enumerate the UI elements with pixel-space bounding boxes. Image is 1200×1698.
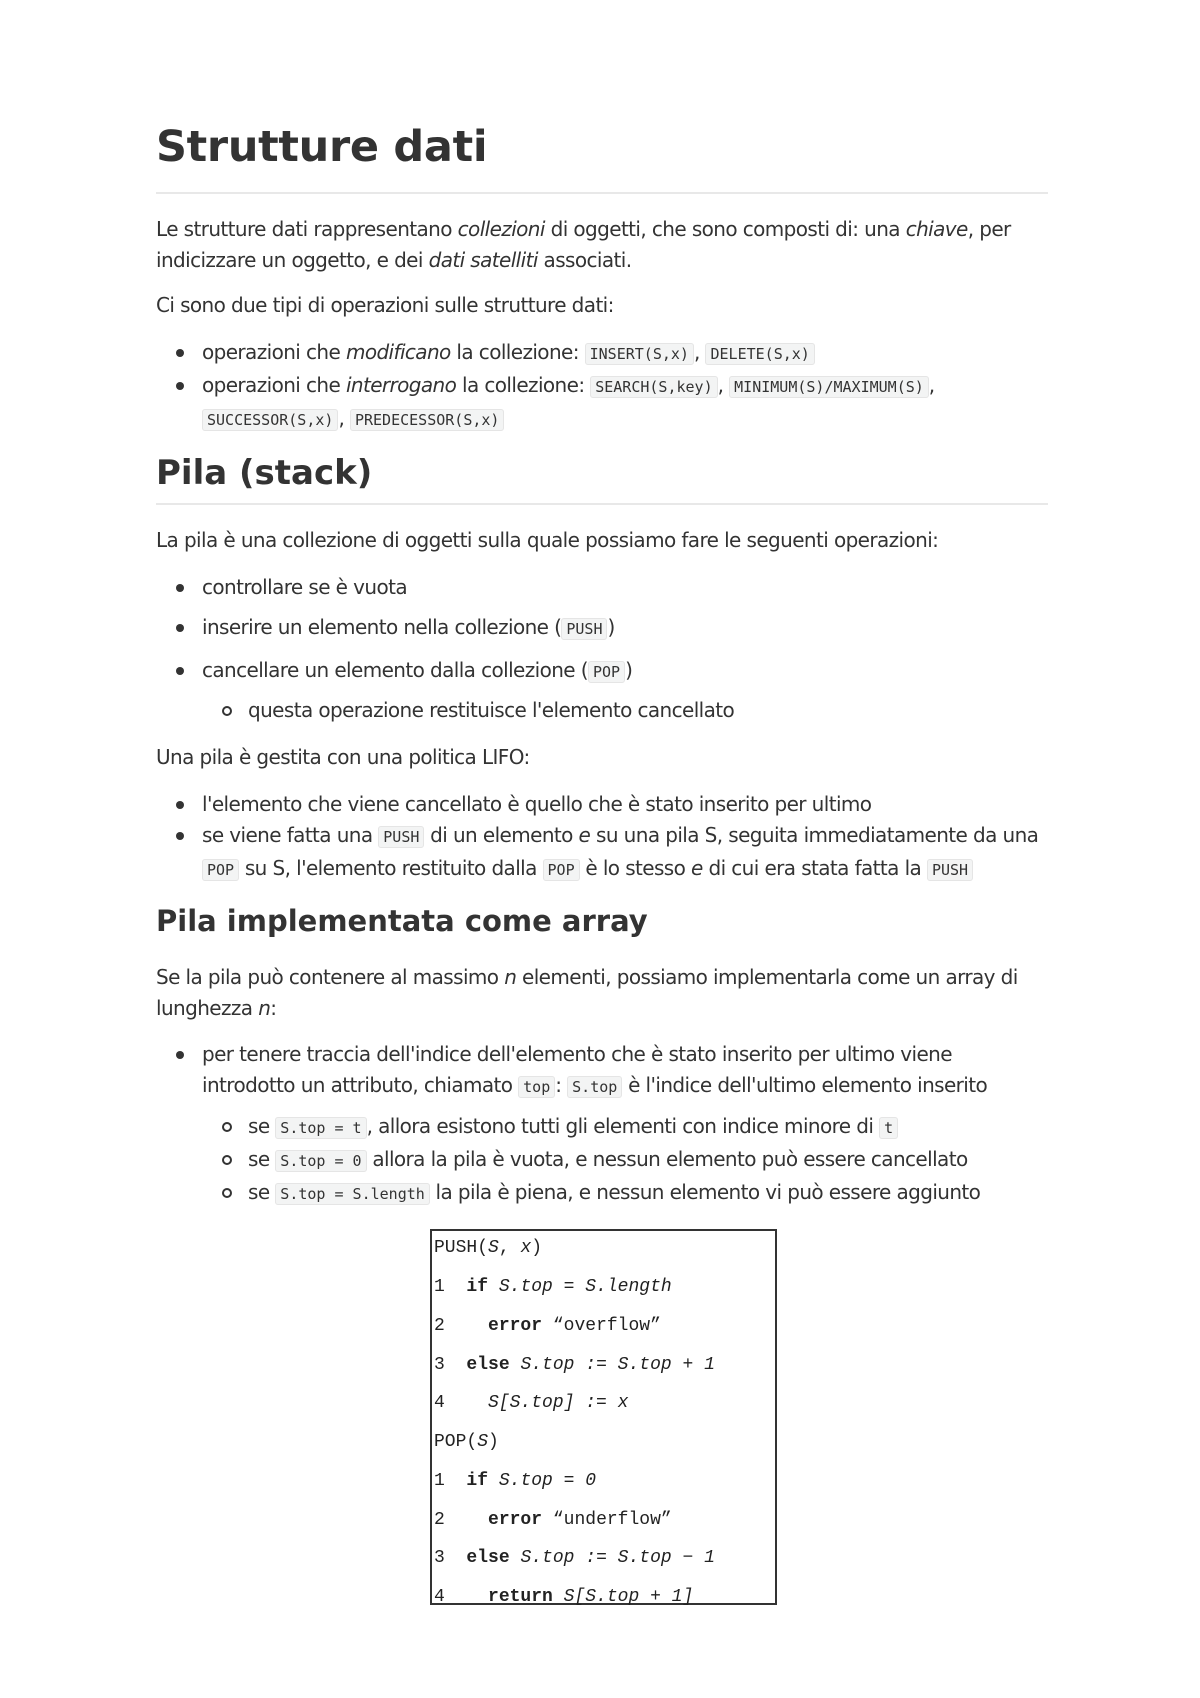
pop-line-2: 2 error “underflow” — [434, 1510, 672, 1530]
array-paragraph: Se la pila può contenere al massimo n elementi, possiamo implementarla come un array di lunghezza n: — [156, 965, 1018, 1020]
stack-sub-list — [202, 695, 1048, 726]
list-item: per tenere traccia dell'indice dell'elemento che è stato inserito per ultimo viene introdotto un attributo, chiamato top : S.top è l'indice dell'ultimo elemento inserito — [156, 1039, 1048, 1103]
intro-paragraph: Le strutture dati rappresentano collezioni di oggetti, che sono composti di: una chiave, per indicizzare un oggetto, e dei dati satelliti associati. — [156, 217, 1011, 272]
section-heading-array: Pila implementata come array — [156, 904, 648, 938]
stack-operations-list — [156, 572, 1048, 688]
push-line-2: 2 error “overflow” — [434, 1316, 661, 1336]
pseudocode-figure — [430, 1229, 777, 1605]
push-line-3: 3 else S.top := S.top + 1 — [434, 1355, 715, 1375]
page-title: Strutture dati — [156, 122, 488, 172]
list-item: se S.top = S.length la pila è piena, e nessun elemento vi può essere aggiunto — [202, 1177, 1048, 1210]
pop-line-3: 3 else S.top := S.top − 1 — [434, 1548, 715, 1568]
list-item: questa operazione restituisce l'elemento cancellato — [202, 695, 1048, 726]
list-item: controllare se è vuota — [156, 572, 1048, 603]
list-item: se viene fatta una PUSH di un elemento e su una pila S, seguita immediatamente da una POP su S, l'elemento restituito dalla POP è lo stesso e di cui era stata fatta la PUSH — [156, 820, 1048, 886]
list-item: cancellare un elemento dalla collezione ( POP ) — [156, 655, 1048, 688]
pop-header: POP(S) — [434, 1432, 499, 1452]
pop-line-1: 1 if S.top = 0 — [434, 1471, 597, 1491]
lifo-list — [156, 789, 1048, 886]
list-item: se S.top = 0 allora la pila è vuota, e nessun elemento può essere cancellato — [202, 1144, 1048, 1177]
title-divider — [156, 192, 1048, 194]
push-line-4: 4 S[S.top] := x — [434, 1393, 629, 1413]
push-line-1: 1 if S.top = S.length — [434, 1277, 672, 1297]
push-header: PUSH(S, x) — [434, 1238, 543, 1258]
array-list — [156, 1039, 1048, 1103]
stack-divider — [156, 503, 1048, 505]
pop-line-4: 4 return S[S.top + 1] — [434, 1587, 694, 1607]
list-item: operazioni che modificano la collezione: INSERT(S,x) , DELETE(S,x) — [156, 337, 1048, 370]
list-item: inserire un elemento nella collezione ( PUSH ) — [156, 612, 1048, 645]
operations-intro: Ci sono due tipi di operazioni sulle strutture dati: — [156, 293, 614, 317]
section-heading-stack: Pila (stack) — [156, 453, 373, 493]
lifo-paragraph: Una pila è gestita con una politica LIFO: — [156, 745, 530, 769]
stack-paragraph: La pila è una collezione di oggetti sulla quale possiamo fare le seguenti operazioni: — [156, 528, 939, 552]
operations-list — [156, 337, 1048, 436]
array-sub-list — [202, 1111, 1048, 1210]
list-item: se S.top = t , allora esistono tutti gli elementi con indice minore di t — [202, 1111, 1048, 1144]
list-item: l'elemento che viene cancellato è quello che è stato inserito per ultimo — [156, 789, 1048, 820]
list-item: operazioni che interrogano la collezione: SEARCH(S,key) , MINIMUM(S)/MAXIMUM(S) , SUCCESSOR(S,x) , PREDECESSOR(S,x) — [156, 370, 1048, 436]
